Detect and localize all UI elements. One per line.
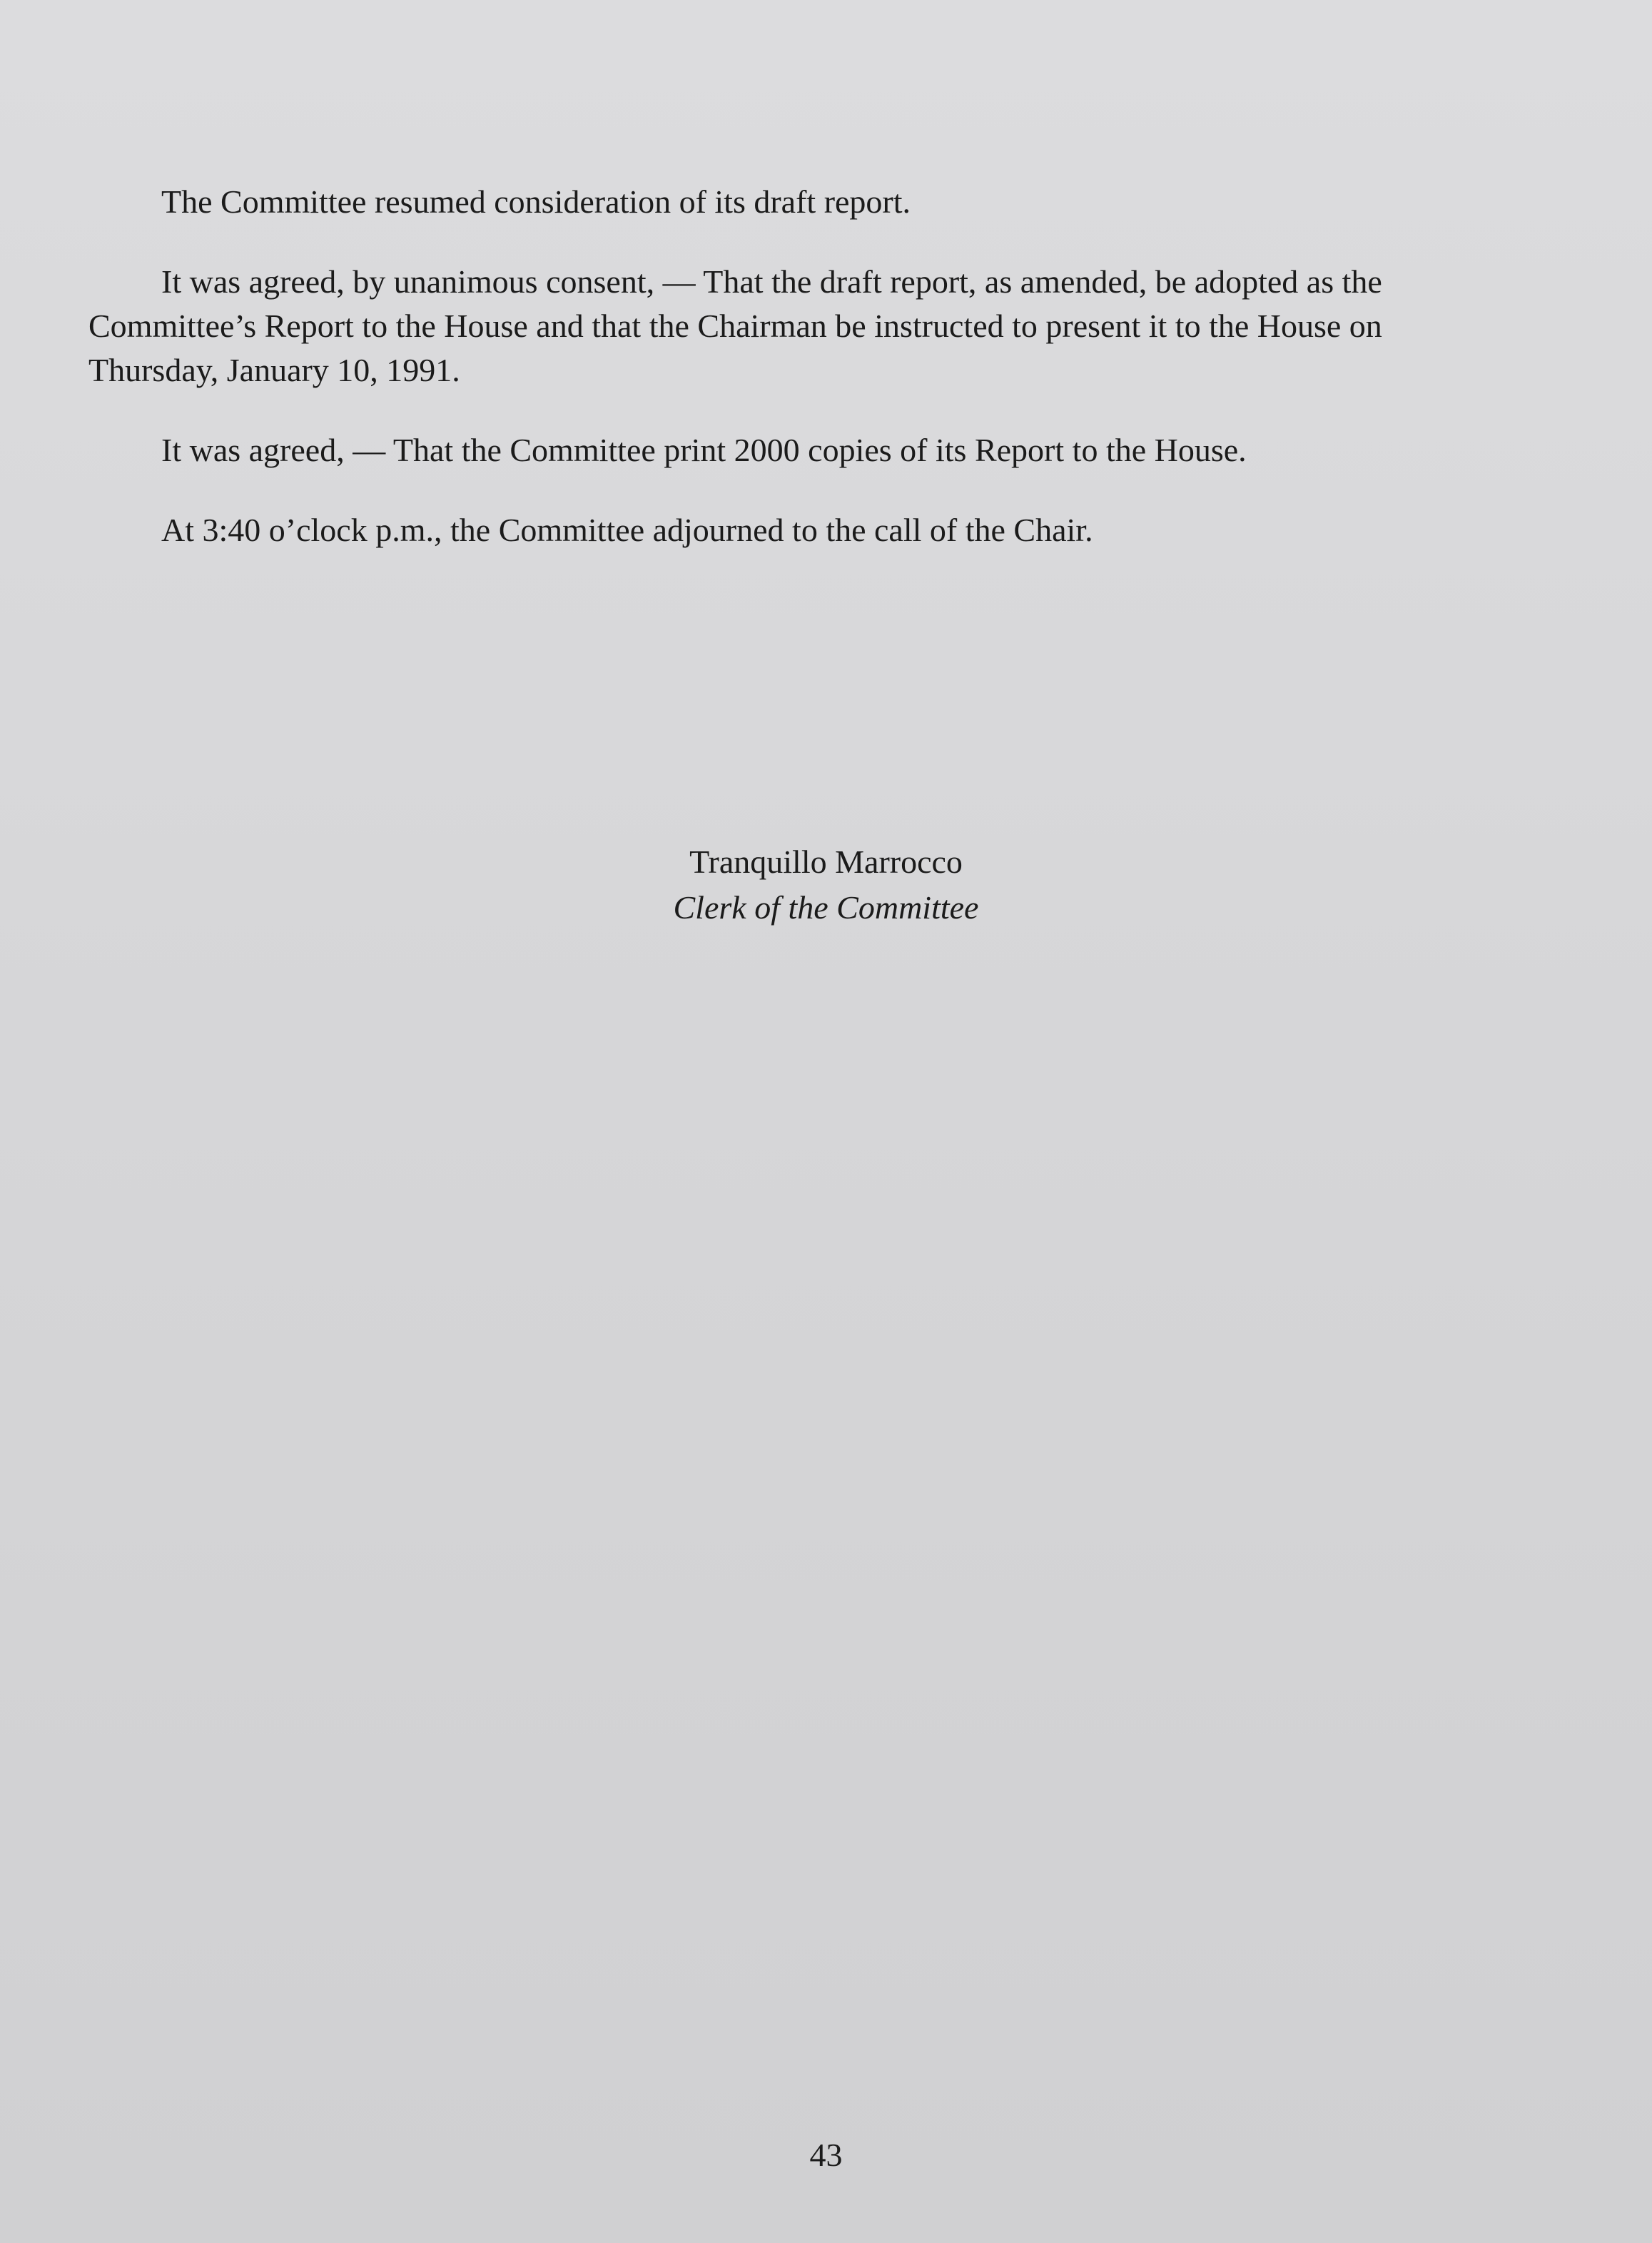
paragraph-report-adopted: It was agreed, by unanimous consent, — That the draft report, as amended, be adopted as the Committee’s Report to the House and that the Chairman be instructed to present it to the House on Thursday, January 10, 1991. [88,263,1382,388]
signature-title: Clerk of the Committee [673,889,979,926]
signature-name: Tranquillo Marrocco [689,844,963,880]
page-number: 43 [809,2137,843,2173]
paragraph-resumed-consideration: The Committee resumed consideration of its draft report. [161,183,911,220]
signature-block [0,839,1652,931]
paragraph-print-copies: It was agreed, — That the Committee print 2000 copies of its Report to the House. [161,432,1247,468]
minutes-body [88,180,1516,588]
paragraph-adjournment: At 3:40 o’clock p.m., the Committee adjourned to the call of the Chair. [161,512,1093,548]
